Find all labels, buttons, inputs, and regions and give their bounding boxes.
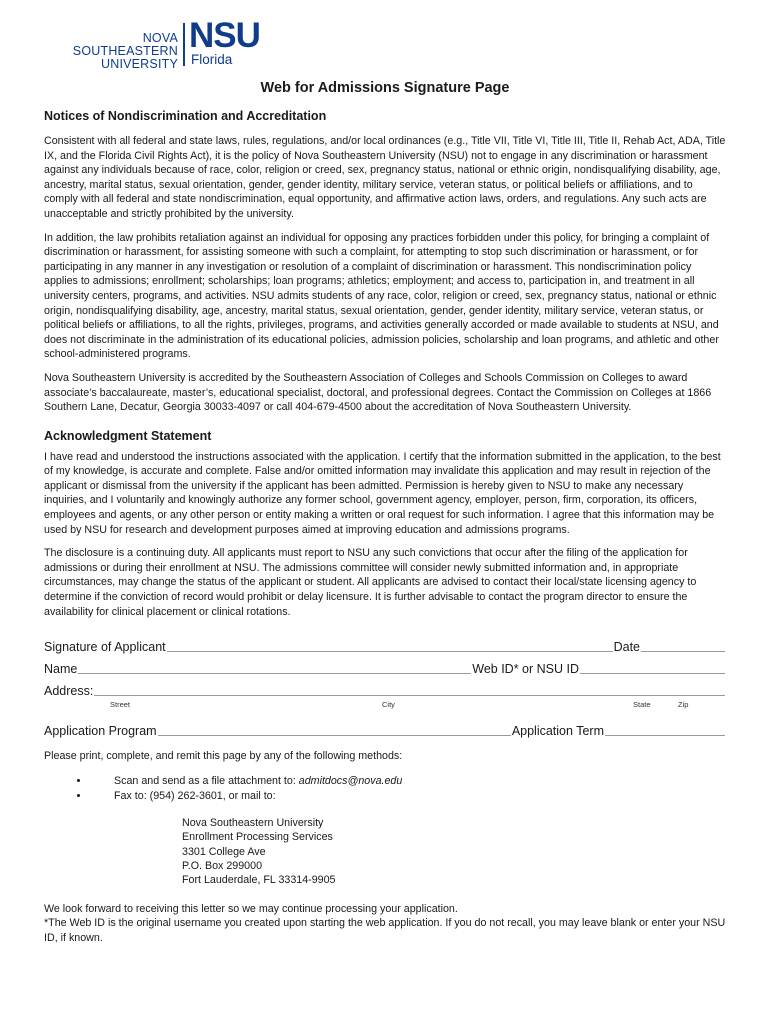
remit-methods-list bbox=[44, 774, 726, 804]
program-label: Application Program bbox=[44, 724, 157, 739]
address-line-1: Nova Southeastern University bbox=[182, 816, 324, 829]
closing-line-1: We look forward to receiving this letter so we may continue processing your application. bbox=[44, 902, 458, 915]
email-link[interactable]: admitdocs@nova.edu bbox=[298, 774, 403, 787]
notices-paragraph-3: Nova Southeastern University is accredited by the Southeastern Association of Colleges and Schools Commission on Colleges to award associate’s baccalaureate, master’s, educational specialist, doctoral, and professional degrees. Contact the Commission on Colleges at 1866 Southern Lane, Decatur, Georgia 30033-4097 or call 404-679-4500 about the accreditation of Nova Southeastern University. bbox=[44, 371, 712, 414]
address-line-4: P.O. Box 299000 bbox=[182, 860, 263, 873]
name-row bbox=[44, 655, 726, 677]
address-sublabels bbox=[44, 699, 726, 717]
logo-wordmark-line2: UNIVERSITY bbox=[100, 57, 178, 71]
logo-divider bbox=[183, 23, 185, 66]
acknowledgment-heading: Acknowledgment Statement bbox=[44, 428, 212, 443]
street-label: Street bbox=[110, 700, 131, 710]
program-row bbox=[44, 717, 726, 739]
term-label: Application Term bbox=[511, 724, 604, 739]
webid-line[interactable] bbox=[580, 673, 725, 674]
signature-row bbox=[44, 633, 726, 655]
program-line[interactable] bbox=[158, 735, 511, 736]
logo-wordmark bbox=[44, 32, 178, 71]
address-line-5: Fort Lauderdale, FL 33314-9905 bbox=[182, 874, 336, 887]
remit-method-scan bbox=[90, 774, 726, 789]
signature-label: Signature of Applicant bbox=[44, 640, 166, 655]
applicant-form bbox=[44, 633, 726, 739]
notices-paragraph-1: Consistent with all federal and state laws, rules, regulations, and/or local ordinances (e.g., Title VII, Title VI, Title III, Title II, Rehab Act, ADA, Title IX, and the Florida Civil Rights Act), it is the policy of Nova Southeastern University (NSU) not to engage in any discrimination or harassment against any individuals because of race, color, religion or creed, sex, pregnancy status, national or ethnic origin, nondisqualifying disability, age, ancestry, marital status, sexual orientation, gender, gender identity, military service, veteran status, or political beliefs or affiliations, and to comply with all federal and state nondiscrimination, equal opportunity, and affirmative action laws, orders, and regulations. Any such acts are unacceptable and strictly prohibited by the university. bbox=[44, 135, 726, 220]
city-label: City bbox=[382, 700, 395, 710]
name-line[interactable] bbox=[78, 673, 471, 674]
remit-intro: Please print, complete, and remit this page by any of the following methods: bbox=[44, 750, 403, 763]
remit-method-fax: • Fax to: (954) 262-3601, or mail to: bbox=[90, 789, 726, 804]
notices-paragraph-2: In addition, the law prohibits retaliation against an individual for opposing any practices forbidden under this policy, for bringing a complaint of discrimination or harassment, for assisting someone with such a complaint, for attempting to stop such discrimination or harassment, or for participating in any manner in any investigation or resolution of a complaint of discrimination or harassment. This nondiscrimination policy applies to admissions; enrollment; scholarships; loan programs; athletics; employment; and access to, participation in, and treatment in all university centers, programs, and activities. NSU admits students of any race, color, religion or creed, sex, pregnancy status, national or ethnic origin, nondisqualifying disability, age, ancestry, marital status, sexual orientation, gender, gender identity, military service, veteran status, or political beliefs or affiliations, to all the rights, privileges, programs, and activities generally accorded or made available to students at NSU, and does not discriminate in the administration of its educational policies, admission policies, scholarship and loan programs, and athletic and other school-administered programs. bbox=[44, 231, 719, 361]
mailing-address bbox=[182, 816, 726, 888]
date-line[interactable] bbox=[641, 651, 725, 652]
document-body bbox=[44, 78, 726, 946]
logo-sub: Florida bbox=[191, 52, 233, 67]
address-line[interactable] bbox=[94, 695, 725, 696]
zip-label: Zip bbox=[678, 700, 689, 710]
closing-line-2: *The Web ID is the original username you created upon starting the web application. If you do not recall, you may leave blank or enter your NSU ID, if known. bbox=[44, 917, 726, 945]
address-label: Address: bbox=[44, 684, 94, 699]
date-label: Date bbox=[613, 640, 640, 655]
address-row bbox=[44, 677, 726, 699]
address-line-2: Enrollment Processing Services bbox=[182, 831, 333, 844]
acknowledgment-paragraph-1: I have read and understood the instructions associated with the application. I certify that the information submitted in the application, to the best of my knowledge, is accurate and complete. False and/or omitted information may invalidate this application and may result in rejection of the applicant or dismissal from the university if the applicant has been admitted. Permission is hereby given to NSU to make any necessary inquiries, and I voluntarily and knowingly authorize any former school, government agency, employer, person, firm, corporation, its officers, employees and agents, or any other person or entity making a written or oral request for such information. I agree that this information may be used by NSU for research and development purposes aimed at improving education and admissions programs. bbox=[44, 450, 721, 536]
page-title: Web for Admissions Signature Page bbox=[260, 80, 510, 96]
webid-label: Web ID* or NSU ID bbox=[472, 662, 579, 677]
term-line[interactable] bbox=[605, 735, 725, 736]
state-label: State bbox=[633, 700, 651, 710]
logo-wordmark-line1: NOVA SOUTHEASTERN bbox=[72, 31, 178, 58]
signature-line[interactable] bbox=[167, 651, 613, 652]
name-label: Name bbox=[44, 662, 78, 677]
remit-scan-text: Scan and send as a file attachment to: bbox=[114, 774, 299, 787]
address-line-3: 3301 College Ave bbox=[182, 845, 266, 858]
logo-mark: NSU bbox=[189, 16, 260, 55]
nsu-logo bbox=[40, 16, 280, 71]
notices-heading: Notices of Nondiscrimination and Accreditation bbox=[44, 109, 327, 123]
acknowledgment-paragraph-2: The disclosure is a continuing duty. All applicants must report to NSU any such convictions that occur after the filing of the application for admissions or during their enrollment at NSU. The admissions committee will consider newly submitted information and, in appropriate circumstances, may change the status of the applicant or student. All applicants are advised to contact their local/state licensing agency to determine if the conviction of record would prohibit or delay licensure. It is further advisable to contact the program director to ensure the availability for clinical placement or clinical rotations. bbox=[44, 547, 697, 618]
